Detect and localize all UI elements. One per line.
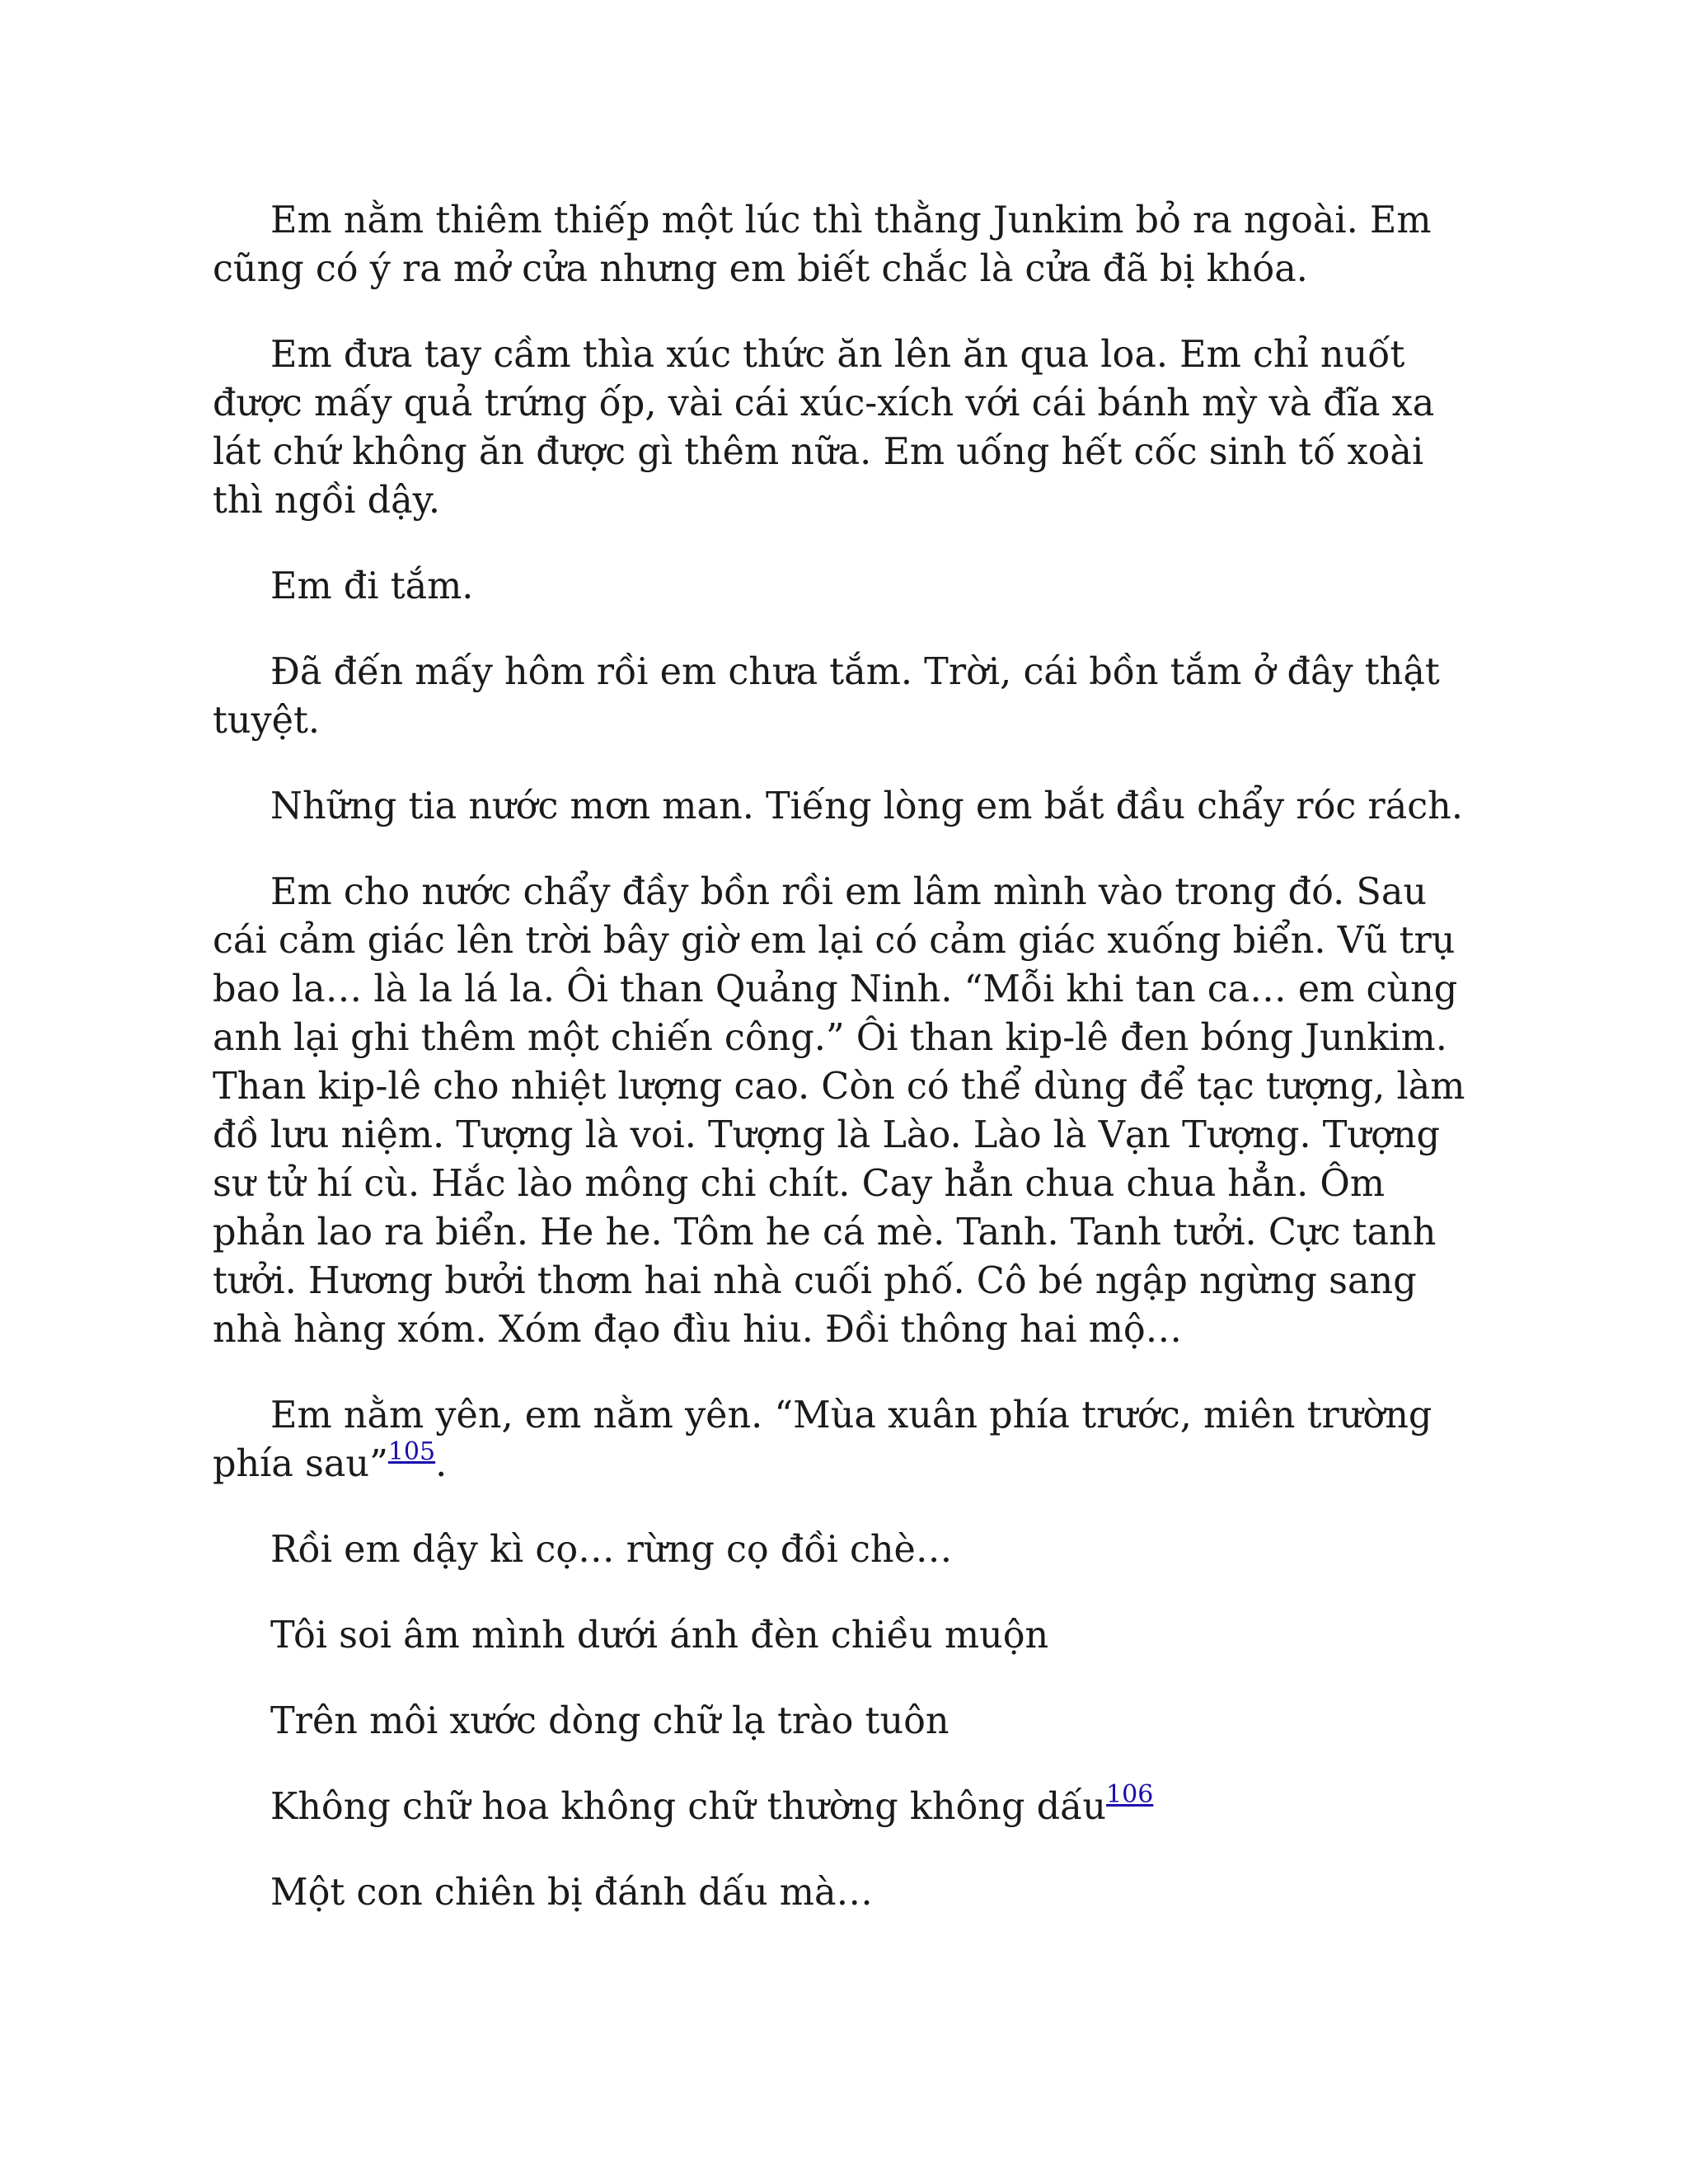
paragraph-text: Em nằm thiêm thiếp một lúc thì thằng Junkim bỏ ra ngoài. Em cũng có ý ra mở cửa nhưng em biết chắc là cửa đã bị khóa. (213, 199, 1432, 290)
paragraph-text: Trên môi xước dòng chữ lạ trào tuôn (270, 1700, 950, 1742)
paragraph (213, 1868, 1482, 1917)
paragraph (213, 330, 1482, 525)
paragraph-text: Không chữ hoa không chữ thường không dấu (270, 1786, 1107, 1828)
footnote-marker (388, 1437, 435, 1466)
paragraph (213, 562, 1482, 611)
footnote-link-106[interactable]: 106 (1106, 1780, 1154, 1809)
paragraph-text: Những tia nước mơn man. Tiếng lòng em bắt đầu chẩy róc rách. (270, 785, 1463, 827)
paragraph (213, 1697, 1482, 1746)
footnote-marker (1106, 1780, 1153, 1809)
paragraph-text: Em đưa tay cầm thìa xúc thức ăn lên ăn qua loa. Em chỉ nuốt được mấy quả trứng ốp, vài cái xúc-xích với cái bánh mỳ và đĩa xa lát chứ không ăn được gì thêm nữa. Em uống hết cốc sinh tố xoài thì ngồi dậy. (213, 334, 1435, 522)
footnote-link-105[interactable]: 105 (387, 1437, 436, 1466)
paragraph-text: Em cho nước chẩy đầy bồn rồi em lâm mình vào trong đó. Sau cái cảm giác lên trời bây giờ em lại có cảm giác xuống biển. Vũ trụ bao la… là la lá la. Ôi than Quảng Ninh. “Mỗi khi tan ca… em cùng anh lại ghi thêm một chiến công.” Ôi than kip-lê đen bóng Junkim. Than kip-lê cho nhiệt lượng cao. Còn có thể dùng để tạc tượng, làm đồ lưu niệm. Tượng là voi. Tượng là Lào. Lào là Vạn Tượng. Tượng sư tử hí cù. Hắc lào mông chi chít. Cay hẳn chua chua hẳn. Ôm phản lao ra biển. He he. Tôm he cá mè. Tanh. Tanh tưởi. Cực tanh tưởi. Hương bưởi thơm hai nhà cuối phố. Cô bé ngập ngừng sang nhà hàng xóm. Xóm đạo đìu hiu. Đồi thông hai mộ… (213, 871, 1465, 1351)
paragraph-text: Tôi soi âm mình dưới ánh đèn chiều muộn (270, 1615, 1049, 1657)
paragraph (213, 868, 1482, 1354)
paragraph (213, 648, 1482, 745)
paragraph (213, 1526, 1482, 1574)
paragraph-text: Em đi tắm. (270, 565, 474, 607)
paragraph-text: Em nằm yên, em nằm yên. “Mùa xuân phía trước, miên trường phía sau” (213, 1394, 1432, 1485)
paragraph-text: Một con chiên bị đánh dấu mà… (270, 1872, 873, 1914)
paragraph (213, 782, 1482, 831)
paragraph-text: Rồi em dậy kì cọ… rừng cọ đồi chè… (270, 1529, 953, 1571)
paragraph (213, 1611, 1482, 1660)
paragraph-tail: . (435, 1443, 448, 1485)
paragraph (213, 1391, 1482, 1488)
paragraph-text: Đã đến mấy hôm rồi em chưa tắm. Trời, cái bồn tắm ở đây thật tuyệt. (213, 651, 1440, 742)
paragraph (213, 1780, 1482, 1831)
body-text (213, 196, 1482, 1954)
paragraph (213, 196, 1482, 293)
